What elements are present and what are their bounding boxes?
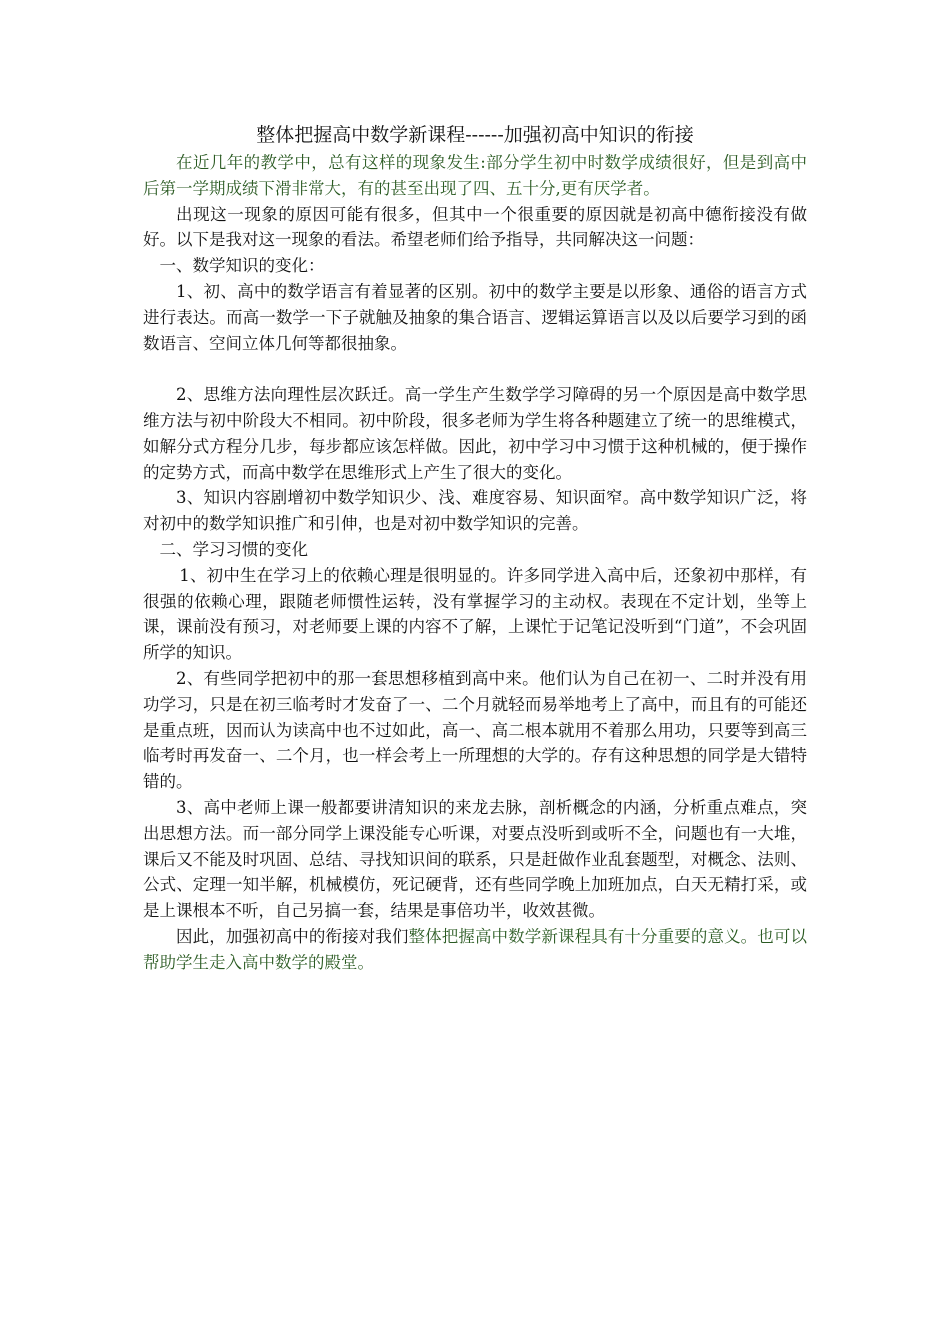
reason-paragraph: 出现这一现象的原因可能有很多，但其中一个很重要的原因就是初高中德衔接没有做好。以下是我对这一现象的看法。希望老师们给予指导，共同解决这一问题： (143, 204, 807, 250)
conclusion-lead: 因此，加强初高中的衔接对我们 (176, 926, 409, 946)
section2-item-1: 1、初中生在学习上的依赖心理是很明显的。许多同学进入高中后，还象初中那样，有很强的依赖心理，跟随老师惯性运转，没有掌握学习的主动权。表现在不定计划，坐等上课，课前没有预习，对老师要上课的内容不了解，上课忙于记笔记没听到“门道”，不会巩固所学的知识。 (143, 565, 807, 663)
section1-item-3: 3、知识内容剧增初中数学知识少、浅、难度容易、知识面窄。高中数学知识广泛，将对初中的数学知识推广和引伸，也是对初中数学知识的完善。 (143, 488, 807, 534)
document-title: 整体把握高中数学新课程------加强初高中知识的衔接 (256, 124, 694, 146)
section1-item-2: 2、思维方法向理性层次跃迁。高一学生产生数学学习障碍的另一个原因是高中数学思维方法与初中阶段大不相同。初中阶段，很多老师为学生将各种题建立了统一的思维模式，如解分式方程分几步，每步都应该怎样做。因此，初中学习中习惯于这种机械的，便于操作的定势方式，而高中数学在思维形式上产生了很大的变化。 (143, 385, 807, 482)
conclusion-highlight: 整体把握高中数学新课程具有十分重要的意义。也可以帮助学生走入高中数学的殿堂。 (143, 926, 808, 972)
blank-line (143, 356, 807, 382)
conclusion-paragraph (143, 924, 807, 976)
section2-item-3: 3、高中老师上课一般都要讲清知识的来龙去脉，剖析概念的内涵，分析重点难点，突出思想方法。而一部分同学上课没能专心听课，对要点没听到或听不全，问题也有一大堆，课后又不能及时巩固、总结、寻找知识间的联系，只是赶做作业乱套题型，对概念、法则、公式、定理一知半解，机械模仿，死记硬背，还有些同学晚上加班加点，白天无精打采，或是上课根本不听，自己另搞一套，结果是事倍功半，收效甚微。 (143, 797, 807, 921)
section2-item-2: 2、有些同学把初中的那一套思想移植到高中来。他们认为自己在初一、二时并没有用功学习，只是在初三临考时才发奋了一、二个月就轻而易举地考上了高中，而且有的可能还是重点班，因而认为读高中也不过如此，高一、高二根本就用不着那么用功，只要等到高三临考时再发奋一、二个月，也一样会考上一所理想的大学的。存有这种思想的同学是大错特错的。 (143, 668, 807, 792)
section1-item-1: 1、初、高中的数学语言有着显著的区别。初中的数学主要是以形象、通俗的语言方式进行表达。而高一数学一下子就触及抽象的集合语言、逻辑运算语言以及以后要学习到的函数语言、空间立体几何等都很抽象。 (143, 281, 807, 353)
section2-heading: 二、学习习惯的变化 (159, 539, 308, 559)
intro-paragraph: 在近几年的教学中，总有这样的现象发生:部分学生初中时数学成绩很好，但是到高中后第一学期成绩下滑非常大，有的甚至出现了四、五十分,更有厌学者。 (143, 153, 807, 198)
document-page (143, 120, 807, 976)
section1-heading: 一、数学知识的变化： (159, 256, 325, 276)
